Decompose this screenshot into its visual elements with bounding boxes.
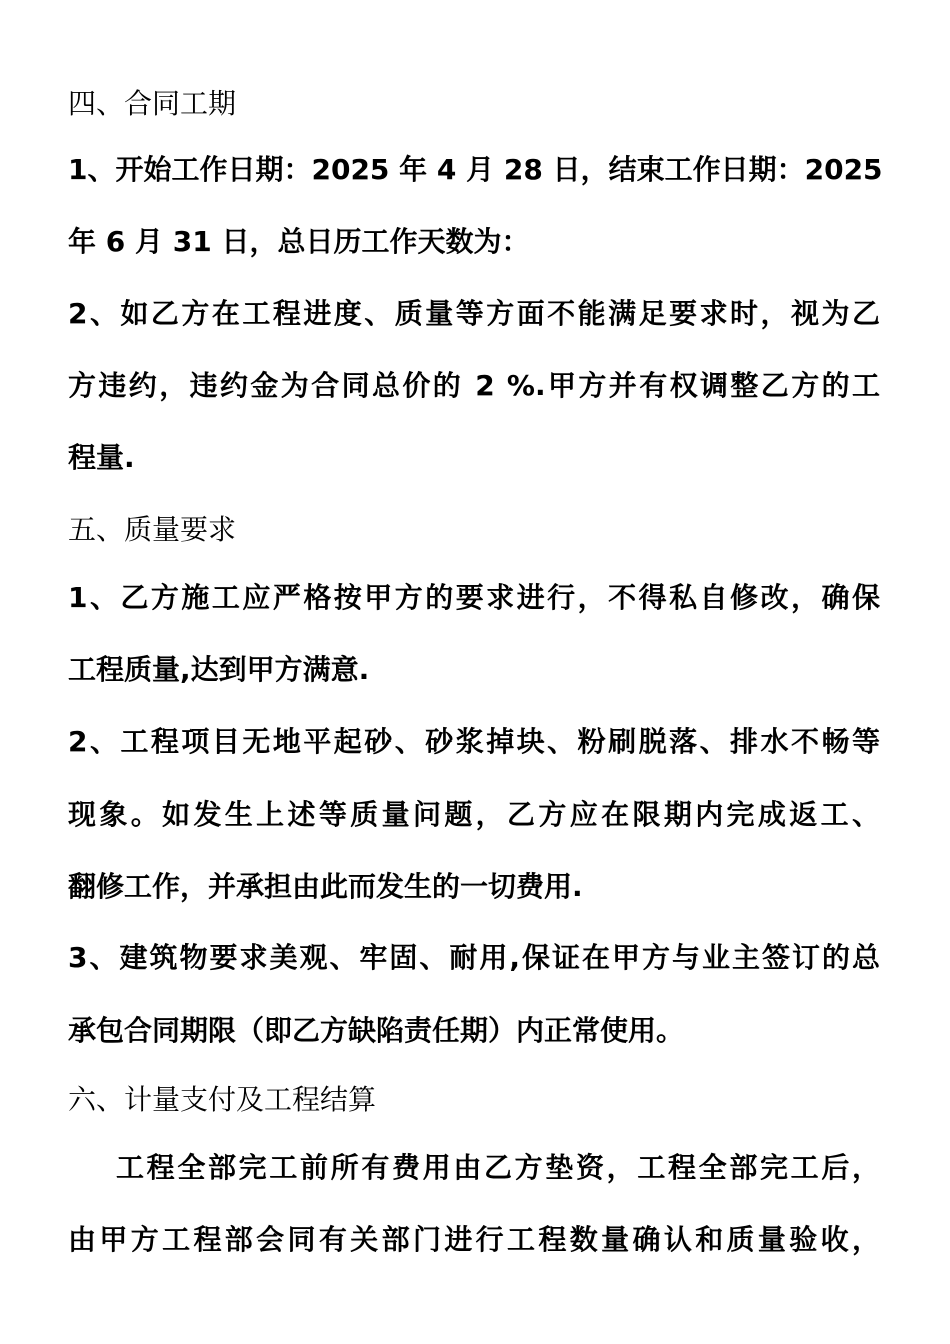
paragraph-line: 2、工程项目无地平起砂、砂浆掉块、粉刷脱落、排水不畅等 [68,725,880,758]
paragraph-line: 工程质量,达到甲方满意. [68,653,370,686]
section-heading-contract-period: 四、合同工期 [68,87,237,120]
section-heading-measurement-payment: 六、计量支付及工程结算 [68,1083,377,1116]
paragraph-line: 翻修工作，并承担由此而发生的一切费用. [68,870,583,903]
paragraph-line: 1、乙方施工应严格按甲方的要求进行，不得私自修改，确保 [68,581,880,614]
paragraph-line: 1、开始工作日期：2025 年 4 月 28 日，结束工作日期：2025 [68,153,883,186]
paragraph-line: 由甲方工程部会同有关部门进行工程数量确认和质量验收， [68,1223,880,1256]
paragraph-line: 方违约，违约金为合同总价的 2 %.甲方并有权调整乙方的工 [68,369,880,402]
paragraph-line: 年 6 月 31 日，总日历工作天数为： [68,225,530,258]
paragraph-line: 2、如乙方在工程进度、质量等方面不能满足要求时，视为乙 [68,297,880,330]
paragraph-line: 程量. [68,441,135,474]
section-heading-quality-requirements: 五、质量要求 [68,513,237,546]
paragraph-line: 3、建筑物要求美观、牢固、耐用,保证在甲方与业主签订的总 [68,941,880,974]
paragraph-line: 承包合同期限（即乙方缺陷责任期）内正常使用。 [68,1014,685,1047]
paragraph-line: 现象。如发生上述等质量问题，乙方应在限期内完成返工、 [68,798,880,831]
paragraph-line: 工程全部完工前所有费用由乙方垫资，工程全部完工后， [116,1151,880,1184]
